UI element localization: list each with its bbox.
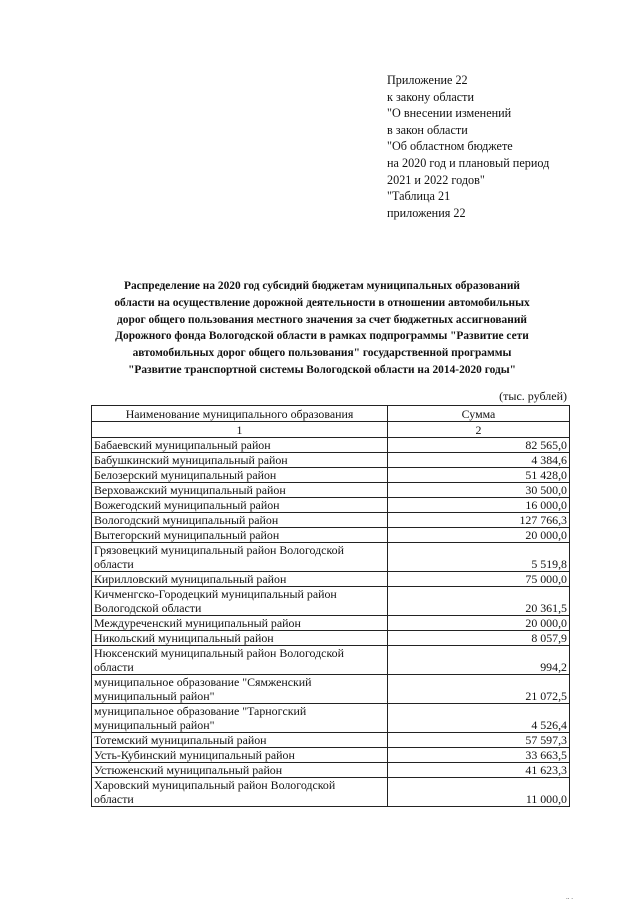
table-row bbox=[92, 483, 570, 498]
units-label: (тыс. рублей) bbox=[499, 389, 567, 403]
appendix-line: в закон области bbox=[387, 122, 468, 137]
appendix-line: 2021 и 2022 годов" bbox=[387, 172, 485, 187]
municipality-name bbox=[92, 468, 388, 483]
appendix-line: к закону области bbox=[387, 89, 474, 104]
subsidy-amount: 21 072,5 bbox=[388, 675, 570, 704]
municipality-name-line: Белозерский муниципальный район bbox=[94, 468, 277, 482]
subsidy-amount: 75 000,0 bbox=[388, 572, 570, 587]
municipality-name-line: Междуреченский муниципальный район bbox=[94, 616, 301, 630]
column-header-amount: Сумма bbox=[388, 406, 570, 422]
municipality-name bbox=[92, 528, 388, 543]
table-row bbox=[92, 453, 570, 468]
municipality-name bbox=[92, 704, 388, 733]
subsidy-amount: 11 000,0 bbox=[388, 778, 570, 807]
municipality-name-line: области bbox=[94, 557, 134, 571]
table-body bbox=[92, 438, 570, 807]
municipality-name-line: Вожегодский муниципальный район bbox=[94, 498, 280, 512]
subsidy-amount: 82 565,0 bbox=[388, 438, 570, 453]
page-mark: .. . bbox=[566, 893, 573, 901]
municipality-name-line: Грязовецкий муниципальный район Вологодской bbox=[94, 543, 344, 557]
appendix-reference bbox=[387, 72, 627, 221]
municipality-name-line: Устюженский муниципальный район bbox=[94, 763, 283, 777]
municipality-name bbox=[92, 646, 388, 675]
municipality-name-line: муниципальный район" bbox=[94, 718, 215, 732]
table-row bbox=[92, 498, 570, 513]
appendix-line: приложения 22 bbox=[387, 205, 466, 220]
table-row bbox=[92, 763, 570, 778]
table-row bbox=[92, 543, 570, 572]
subsidy-amount: 57 597,3 bbox=[388, 733, 570, 748]
appendix-line: Приложение 22 bbox=[387, 73, 468, 87]
subsidy-amount: 20 000,0 bbox=[388, 528, 570, 543]
title-line: области на осуществление дорожной деятельности в отношении автомобильных bbox=[114, 296, 530, 309]
subsidy-amount: 994,2 bbox=[388, 646, 570, 675]
table-row bbox=[92, 572, 570, 587]
municipality-name-line: Вологодский муниципальный район bbox=[94, 513, 279, 527]
table-row bbox=[92, 733, 570, 748]
subsidy-amount: 20 361,5 bbox=[388, 587, 570, 616]
subsidy-amount: 51 428,0 bbox=[388, 468, 570, 483]
municipality-name bbox=[92, 587, 388, 616]
subsidy-amount: 8 057,9 bbox=[388, 631, 570, 646]
table-row bbox=[92, 513, 570, 528]
municipality-name bbox=[92, 778, 388, 807]
title-line: дорог общего пользования местного значения за счет бюджетных ассигнований bbox=[117, 313, 527, 326]
appendix-line: "Таблица 21 bbox=[387, 189, 451, 204]
appendix-line: "О внесении изменений bbox=[387, 106, 512, 121]
title-line: "Развитие транспортной системы Вологодской области на 2014-2020 годы" bbox=[128, 363, 516, 376]
municipality-name bbox=[92, 483, 388, 498]
municipality-name bbox=[92, 438, 388, 453]
table-row bbox=[92, 704, 570, 733]
document-title bbox=[78, 278, 566, 379]
municipality-name-line: Вытегорский муниципальный район bbox=[94, 528, 280, 542]
municipality-name-line: Кирилловский муниципальный район bbox=[94, 572, 287, 586]
table-row bbox=[92, 438, 570, 453]
municipality-name-line: области bbox=[94, 660, 134, 674]
table-row bbox=[92, 675, 570, 704]
municipality-name-line: области bbox=[94, 792, 134, 806]
appendix-line: на 2020 год и плановый период bbox=[387, 155, 550, 170]
municipality-name-line: Усть-Кубинский муниципальный район bbox=[94, 748, 295, 762]
municipality-name-line: муниципальное образование "Тарногский bbox=[94, 704, 307, 718]
table-header-row bbox=[92, 406, 570, 422]
appendix-line: "Об областном бюджете bbox=[387, 139, 513, 154]
column-header-name: Наименование муниципального образования bbox=[92, 406, 388, 422]
table-row bbox=[92, 646, 570, 675]
municipality-name-line: Бабушкинский муниципальный район bbox=[94, 453, 288, 467]
table-row bbox=[92, 468, 570, 483]
subsidy-amount: 16 000,0 bbox=[388, 498, 570, 513]
subsidy-amount: 127 766,3 bbox=[388, 513, 570, 528]
municipality-name bbox=[92, 498, 388, 513]
table-row bbox=[92, 748, 570, 763]
municipality-name-line: Бабаевский муниципальный район bbox=[94, 438, 271, 452]
column-number-2: 2 bbox=[388, 422, 570, 438]
municipality-name bbox=[92, 543, 388, 572]
table-row bbox=[92, 778, 570, 807]
subsidy-amount: 4 384,6 bbox=[388, 453, 570, 468]
municipality-name bbox=[92, 763, 388, 778]
table-row bbox=[92, 631, 570, 646]
municipality-name-line: Нюксенский муниципальный район Вологодской bbox=[94, 646, 344, 660]
table-row bbox=[92, 587, 570, 616]
subsidy-amount: 30 500,0 bbox=[388, 483, 570, 498]
title-line: Распределение на 2020 год субсидий бюджетам муниципальных образований bbox=[124, 280, 520, 292]
municipality-name-line: Тотемский муниципальный район bbox=[94, 733, 267, 747]
subsidy-amount: 4 526,4 bbox=[388, 704, 570, 733]
municipality-name bbox=[92, 572, 388, 587]
municipality-name-line: Вологодской области bbox=[94, 601, 202, 615]
municipality-name-line: Верховажский муниципальный район bbox=[94, 483, 286, 497]
municipality-name bbox=[92, 675, 388, 704]
municipality-name-line: Никольский муниципальный район bbox=[94, 631, 274, 645]
municipality-name-line: Харовский муниципальный район Вологодской bbox=[94, 778, 336, 792]
municipality-name bbox=[92, 631, 388, 646]
title-line: автомобильных дорог общего пользования" государственной программы bbox=[132, 347, 512, 360]
subsidy-table bbox=[91, 405, 570, 807]
table-row bbox=[92, 616, 570, 631]
subsidy-amount: 33 663,5 bbox=[388, 748, 570, 763]
municipality-name bbox=[92, 616, 388, 631]
subsidy-amount: 5 519,8 bbox=[388, 543, 570, 572]
municipality-name-line: муниципальное образование "Сямженский bbox=[94, 675, 312, 689]
title-line: Дорожного фонда Вологодской области в рамках подпрограммы "Развитие сети bbox=[115, 330, 529, 343]
column-number-row bbox=[92, 422, 570, 438]
municipality-name bbox=[92, 513, 388, 528]
table-row bbox=[92, 528, 570, 543]
subsidy-amount: 41 623,3 bbox=[388, 763, 570, 778]
subsidy-amount: 20 000,0 bbox=[388, 616, 570, 631]
column-number-1: 1 bbox=[92, 422, 388, 438]
municipality-name-line: муниципальный район" bbox=[94, 689, 215, 703]
municipality-name bbox=[92, 453, 388, 468]
municipality-name-line: Кичменгско-Городецкий муниципальный район bbox=[94, 587, 337, 601]
municipality-name bbox=[92, 748, 388, 763]
municipality-name bbox=[92, 733, 388, 748]
